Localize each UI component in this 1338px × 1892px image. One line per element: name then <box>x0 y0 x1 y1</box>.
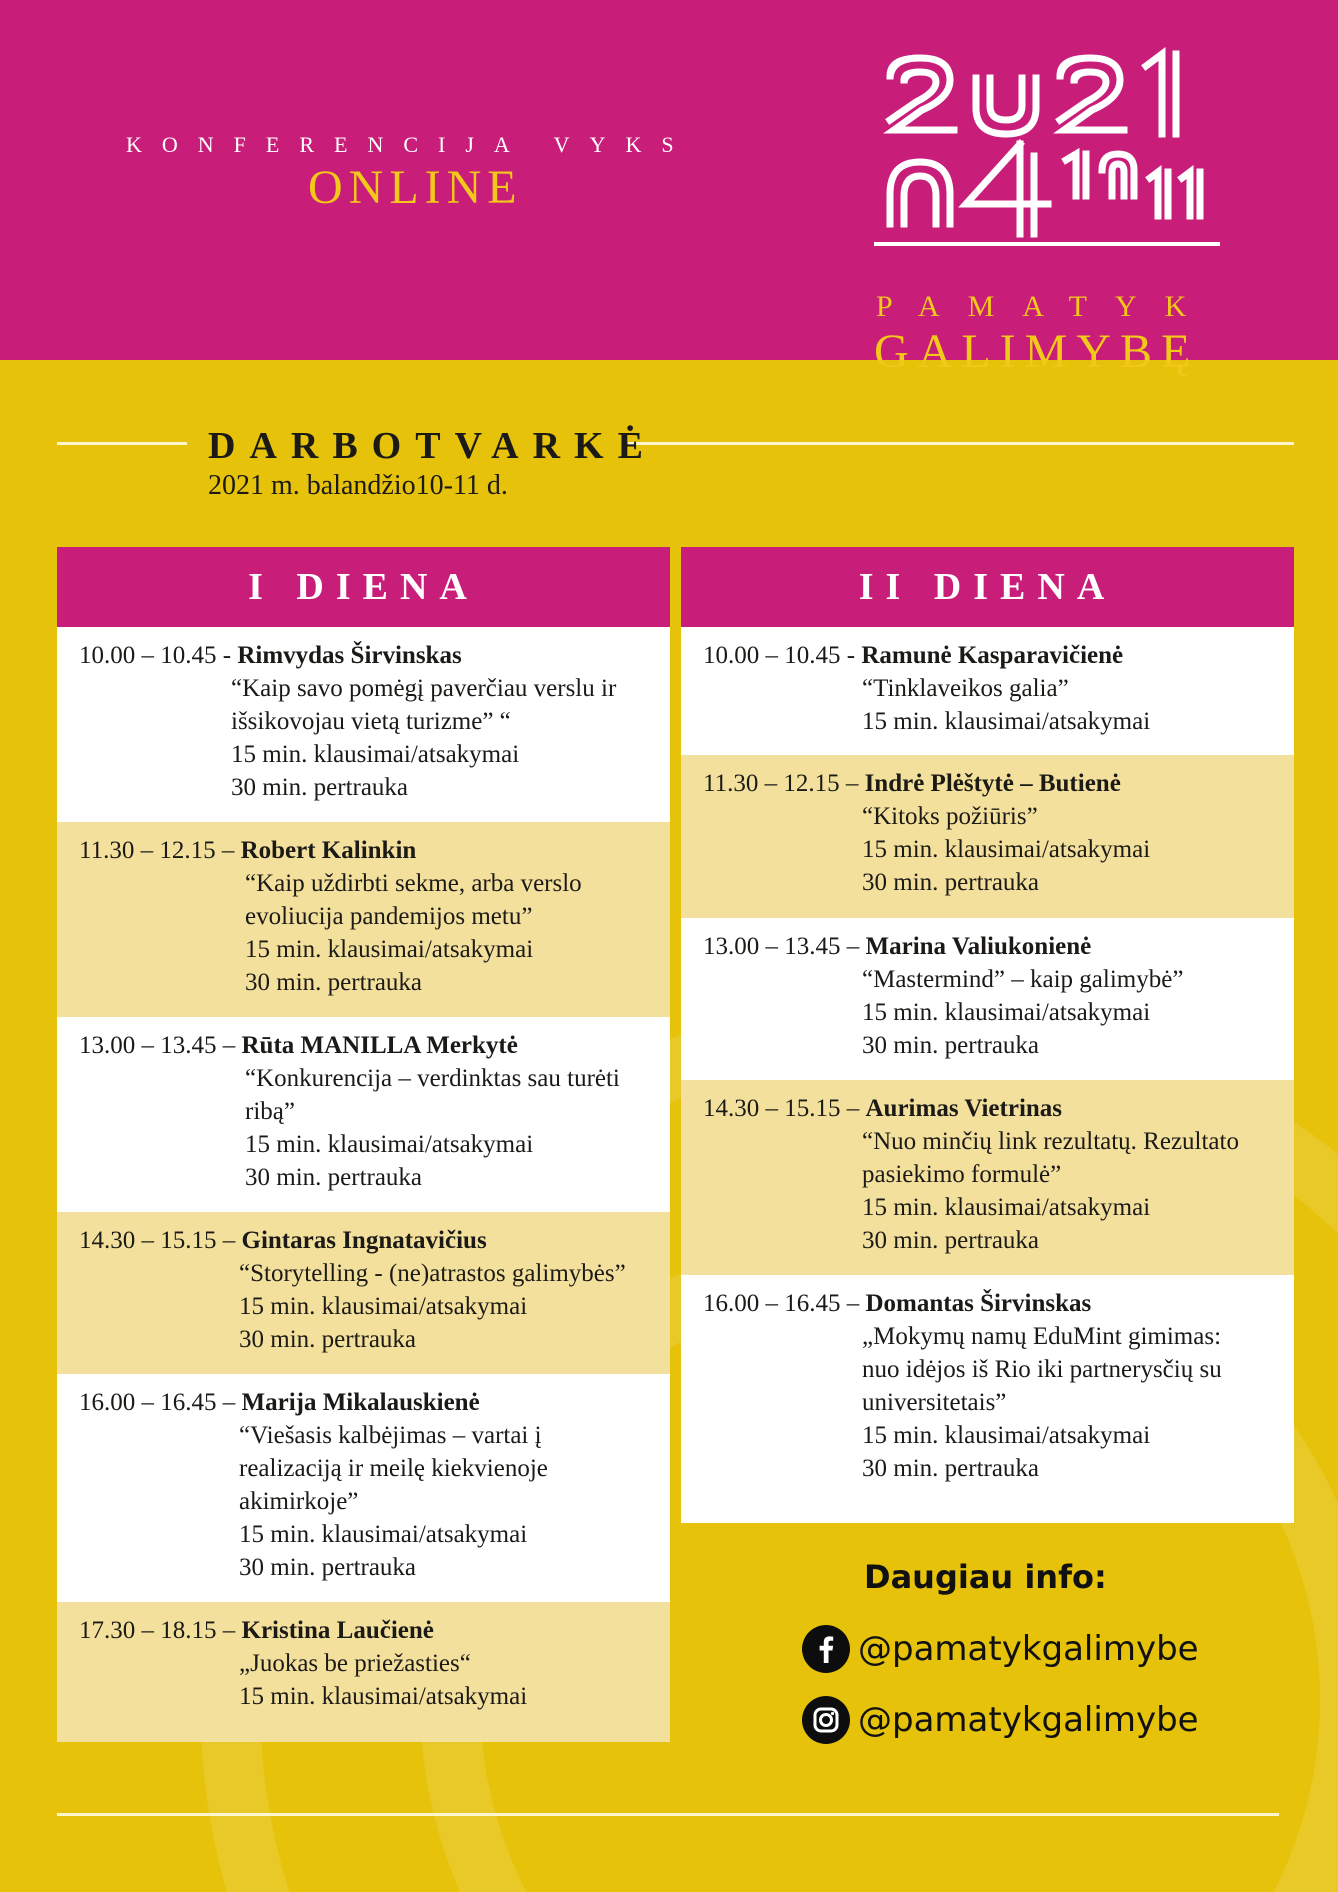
session-line: “Mastermind” – kaip galimybė” <box>862 966 1184 993</box>
logo-date-graphic <box>870 44 1230 284</box>
conference-kicker: KONFERENCIJA VYKS <box>126 132 694 157</box>
session-day1-1 <box>57 627 670 822</box>
session-time: 13.00 – 13.45 – <box>79 1032 242 1059</box>
session-line: 30 min. pertrauka <box>231 774 409 801</box>
session-line: “Viešasis kalbėjimas – vartai į <box>239 1422 542 1449</box>
session-line: realizaciją ir meilę kiekvienoje <box>239 1455 548 1482</box>
session-line: išsikovojau vietą turizme” “ <box>231 708 511 735</box>
session-speaker: Robert Kalinkin <box>240 837 417 864</box>
session-day1-5 <box>57 1374 670 1602</box>
session-line: “Kaip savo pomėgį paverčiau verslu ir <box>231 675 617 702</box>
session-line: 15 min. klausimai/atsakymai <box>239 1293 528 1320</box>
session-time: 10.00 – 10.45 - <box>79 642 238 669</box>
session-time: 11.30 – 12.15 – <box>703 770 865 797</box>
session-line: „Juokas be priežasties“ <box>239 1650 471 1677</box>
session-line: ribą” <box>245 1098 295 1125</box>
session-time: 14.30 – 15.15 – <box>79 1227 242 1254</box>
session-line: 30 min. pertrauka <box>245 1164 423 1191</box>
agenda-title: DARBOTVARKĖ <box>208 425 657 467</box>
session-line: 15 min. klausimai/atsakymai <box>862 1194 1151 1221</box>
day2-column <box>681 547 1294 1523</box>
session-speaker: Domantas Širvinskas <box>865 1290 1092 1317</box>
session-day1-2 <box>57 822 670 1017</box>
agenda-rule-left <box>57 442 187 445</box>
session-day2-1 <box>681 627 1294 755</box>
event-logo <box>870 44 1230 378</box>
more-info-title: Daugiau info: <box>864 1558 1107 1596</box>
instagram-handle[interactable]: @pamatykgalimybe <box>858 1700 1199 1740</box>
session-line: 15 min. klausimai/atsakymai <box>239 1521 528 1548</box>
session-line: 30 min. pertrauka <box>862 1032 1040 1059</box>
logo-tagline-galimybe: GALIMYBĘ <box>874 325 1200 378</box>
session-time: 13.00 – 13.45 – <box>703 933 866 960</box>
session-line: 30 min. pertrauka <box>239 1326 417 1353</box>
session-speaker: Aurimas Vietrinas <box>865 1095 1063 1122</box>
session-line: 15 min. klausimai/atsakymai <box>239 1683 528 1710</box>
session-speaker: Marija Mikalauskienė <box>241 1389 480 1416</box>
session-speaker: Ramunė Kasparavičienė <box>861 642 1124 669</box>
session-line: akimirkoje” <box>239 1488 359 1515</box>
day1-header: I DIENA <box>57 547 670 627</box>
session-line: 15 min. klausimai/atsakymai <box>862 836 1151 863</box>
session-line: nuo idėjos iš Rio iki partnerysčių su <box>862 1356 1222 1383</box>
session-line: 15 min. klausimai/atsakymai <box>862 999 1151 1026</box>
session-line: pasiekimo formulė” <box>862 1161 1062 1188</box>
day2-header: II DIENA <box>681 547 1294 627</box>
agenda-date: 2021 m. balandžio10-11 d. <box>208 470 508 501</box>
session-line: 30 min. pertrauka <box>239 1554 417 1581</box>
session-line: 15 min. klausimai/atsakymai <box>245 1131 534 1158</box>
session-speaker: Rimvydas Širvinskas <box>237 642 462 669</box>
session-time: 14.30 – 15.15 – <box>703 1095 866 1122</box>
session-day2-2 <box>681 755 1294 918</box>
session-line: 30 min. pertrauka <box>862 1227 1040 1254</box>
session-time: 10.00 – 10.45 - <box>703 642 862 669</box>
session-line: “Nuo minčių link rezultatų. Rezultato <box>862 1128 1239 1155</box>
day1-column <box>57 547 670 1742</box>
session-time: 17.30 – 18.15 – <box>79 1617 242 1644</box>
session-speaker: Kristina Laučienė <box>241 1617 434 1644</box>
session-line: 30 min. pertrauka <box>862 1455 1040 1482</box>
facebook-handle[interactable]: @pamatykgalimybe <box>858 1629 1199 1669</box>
session-day2-5 <box>681 1275 1294 1523</box>
session-speaker: Rūta MANILLA Merkytė <box>241 1032 518 1059</box>
session-speaker: Gintaras Ingnatavičius <box>241 1227 487 1254</box>
session-speaker: Indrė Plėštytė – Butienė <box>864 770 1121 797</box>
session-line: 15 min. klausimai/atsakymai <box>245 936 534 963</box>
session-line: 15 min. klausimai/atsakymai <box>862 1422 1151 1449</box>
session-day1-6 <box>57 1602 670 1742</box>
session-day1-4 <box>57 1212 670 1374</box>
session-day2-4 <box>681 1080 1294 1275</box>
header-banner <box>0 0 1338 378</box>
session-time: 11.30 – 12.15 – <box>79 837 241 864</box>
session-time: 16.00 – 16.45 – <box>79 1389 242 1416</box>
session-line: “Tinklaveikos galia” <box>862 675 1069 702</box>
session-line: “Storytelling - (ne)atrastos galimybės” <box>239 1260 626 1287</box>
session-line: “Konkurencija – verdinktas sau turėti <box>245 1065 620 1092</box>
session-day2-3 <box>681 918 1294 1080</box>
session-day1-3 <box>57 1017 670 1212</box>
instagram-icon <box>802 1696 850 1744</box>
session-line: “Kaip uždirbti sekme, arba verslo <box>245 870 582 897</box>
facebook-link[interactable] <box>802 1625 1199 1673</box>
session-time: 16.00 – 16.45 – <box>703 1290 866 1317</box>
online-label: ONLINE <box>308 161 523 214</box>
instagram-link[interactable] <box>802 1696 1199 1744</box>
session-line: 15 min. klausimai/atsakymai <box>862 708 1151 735</box>
session-line: „Mokymų namų EduMint gimimas: <box>862 1323 1222 1350</box>
bottom-rule <box>57 1813 1279 1816</box>
session-line: 30 min. pertrauka <box>862 869 1040 896</box>
logo-tagline-pamatyk: PAMATYK <box>876 290 1215 323</box>
session-speaker: Marina Valiukonienė <box>865 933 1092 960</box>
session-line: evoliucija pandemijos metu” <box>245 903 533 930</box>
session-line: 15 min. klausimai/atsakymai <box>231 741 520 768</box>
session-line: “Kitoks požiūris” <box>862 803 1038 830</box>
session-line: universitetais” <box>862 1389 1007 1416</box>
agenda-rule-right <box>628 442 1294 445</box>
session-line: 30 min. pertrauka <box>245 969 423 996</box>
facebook-icon <box>802 1625 850 1673</box>
